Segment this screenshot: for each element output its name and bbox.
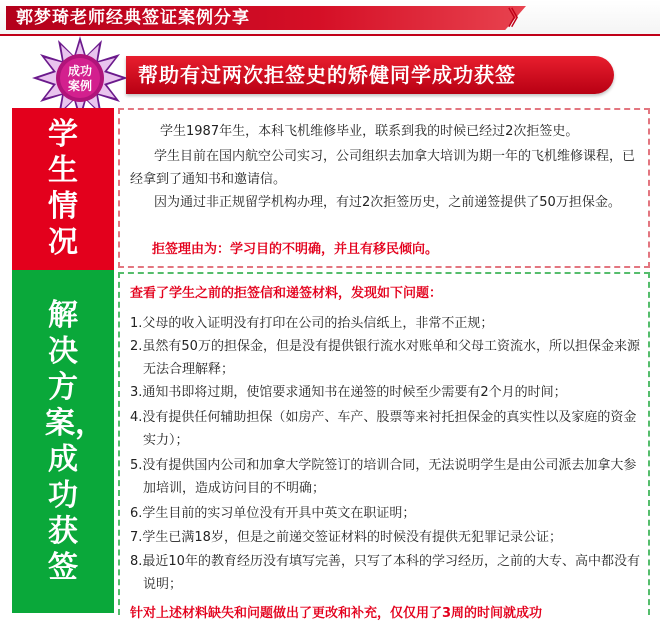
case-title: 帮助有过两次拒签史的矫健同学成功获签 xyxy=(138,63,516,87)
solution-intro: 查看了学生之前的拒签信和递签材料，发现如下问题： xyxy=(130,286,443,301)
case-title-banner xyxy=(126,56,614,94)
header-arrows: 》 xyxy=(508,6,528,30)
badge-line-2: 案例 xyxy=(67,79,93,93)
student-paragraph-1: 学生1987年生，本科飞机维修毕业，联系到我的时候已经过2次拒签史。 xyxy=(160,124,579,139)
problem-item: 1.父母的收入证明没有打印在公司的抬头信纸上，非常不正规； xyxy=(130,316,494,331)
page-header xyxy=(0,0,660,36)
problem-item: 4.没有提供任何辅助担保（如房产、车产、股票等来衬托担保金的真实性以及家庭的资金实力）； xyxy=(130,410,637,448)
section-label-student xyxy=(12,108,114,270)
solution-result-cutoff: 针对上述材料缺失和问题做出了更改和补充，仅仅用了3周的时间就成功 xyxy=(130,606,543,621)
solution-box xyxy=(118,272,650,621)
student-paragraph-2: 学生目前在国内航空公司实习，公司组织去加拿大培训为期一年的飞机维修课程，已经拿到了通知书和邀请信。 xyxy=(130,149,636,187)
header-title: 郭梦琦老师经典签证案例分享 xyxy=(16,8,250,28)
problem-item: 3.通知书即将过期，使馆要求通知书在递签的时候至少需要有2个月的时间； xyxy=(130,385,567,400)
section-label-solution-text: 解决方案，成功获签 xyxy=(45,297,105,585)
problem-item: 2.虽然有50万的担保金，但是没有提供银行流水对账单和父母工资流水，所以担保金来源无法合理解释； xyxy=(130,339,640,377)
refusal-reason: 拒签理由为：学习目的不明确，并且有移民倾向。 xyxy=(152,242,439,257)
student-paragraph-3: 因为通过非正规留学机构办理，有过2次拒签历史，之前递签提供了50万担保金。 xyxy=(154,195,621,210)
section-label-student-text: 学生情况 xyxy=(48,117,78,260)
section-label-solution xyxy=(12,270,114,613)
problem-item: 7.学生已满18岁，但是之前递交签证材料的时候没有提供无犯罪记录公证； xyxy=(130,530,562,545)
badge-line-1: 成功 xyxy=(67,64,93,78)
problem-item: 6.学生目前的实习单位没有开具中英文在职证明； xyxy=(130,506,416,521)
student-situation-box xyxy=(118,108,650,268)
problem-item: 5.没有提供国内公司和加拿大学院签订的培训合同，无法说明学生是由公司派去加拿大参加培训，造成访问目的不明确； xyxy=(130,458,637,496)
problem-item: 8.最近10年的教育经历没有填写完善，只写了本科的学习经历，之前的大专、高中都没有说明； xyxy=(130,554,640,592)
